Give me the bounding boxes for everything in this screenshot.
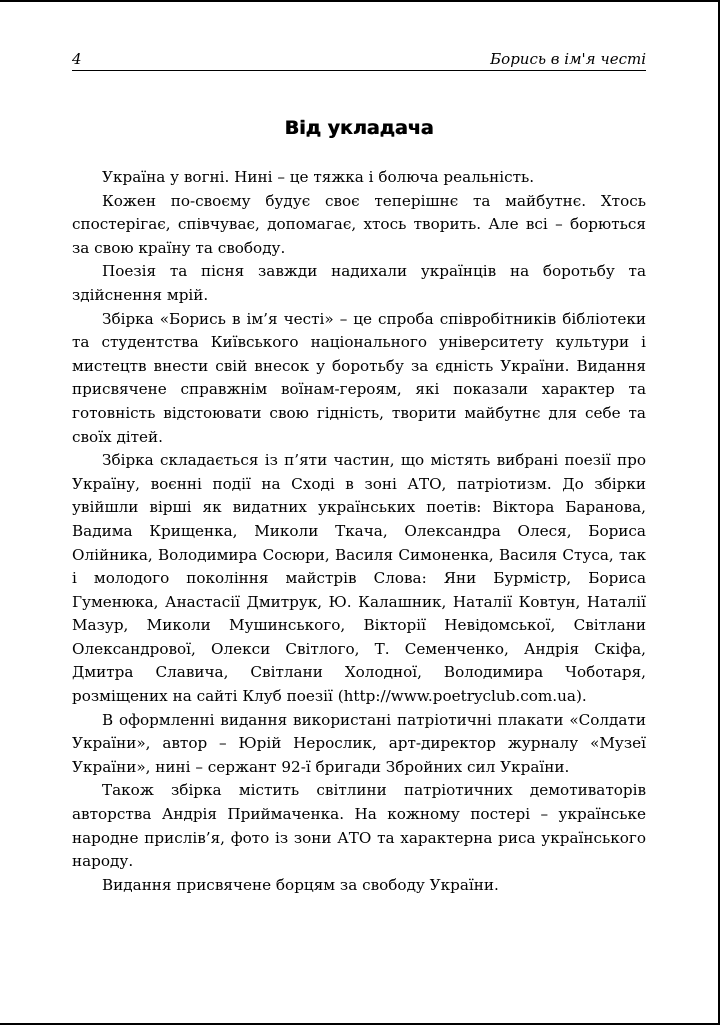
page-number: 4 [72,50,82,68]
running-title: Борись в ім'я честі [490,50,646,68]
paragraph: Україна у вогні. Нині – це тяжка і болюча реальність. [102,168,535,186]
paragraph: Збірка «Борись в ім’я честі» – це спроба співробітників бібліотеки та студентства Київського національного університету культури і мистецтв внести свій внесок у боротьбу за єдність України. Видання присвячене справжнім воїнам-героям, які показали характер та готовність відстоювати свою гідність, творити майбутнє для себе та своїх дітей. [72,309,646,446]
page-header [72,48,646,71]
paragraph: В оформленні видання використані патріотичні плакати «Солдати України», автор – Юрій Нерослик, арт-директор журналу «Музеї України», нині – сержант 92-ї бригади Збройних сил України. [72,710,646,776]
body-text [72,166,646,897]
section-heading: Від укладача [284,117,434,139]
paragraph: Видання присвячене борцям за свободу України. [102,875,499,894]
paragraph: Поезія та пісня завжди надихали українців на боротьбу та здійснення мрій. [72,262,646,304]
paragraph: Збірка складається із п’яти частин, що містять вибрані поезії про Україну, воєнні події на Сході в зоні АТО, патріотизм. До збірки увійшли вірші як видатних українських поетів: Віктора Баранова, Вадима Крищенка, Миколи Ткача, Олександра Олеся, Бориса Олійника, Володимира Сосюри, Василя Симоненка, Василя Стуса, так і молодого покоління майстрів Слова: Яни Бурмістр, Бориса Гуменюка, Анастасії Дмитрук, Ю. Калашник, Наталії Ковтун, Наталії Мазур, Миколи Мушинського, Вікторії Невідомської, Світлани Олександрової, Олекси Світлого, Т. Семенченко, Андрія Скіфа, Дмитра Славича, Світлани Холодної, Володимира Чоботаря, розміщених на сайті Клуб поезії (http://www.poetryclub.com.ua). [72,451,646,706]
paragraph: Кожен по-своєму будує своє теперішнє та майбутнє. Хтось спостерігає, співчуває, допомагає, хтось творить. Але всі – борються за свою країну та свободу. [72,191,646,257]
paragraph: Також збірка містить світлини патріотичних демотиваторів авторства Андрія Приймаченка. На кожному постері – українське народне прислів’я, фото із зони АТО та характерна риса українського народу. [72,781,646,871]
